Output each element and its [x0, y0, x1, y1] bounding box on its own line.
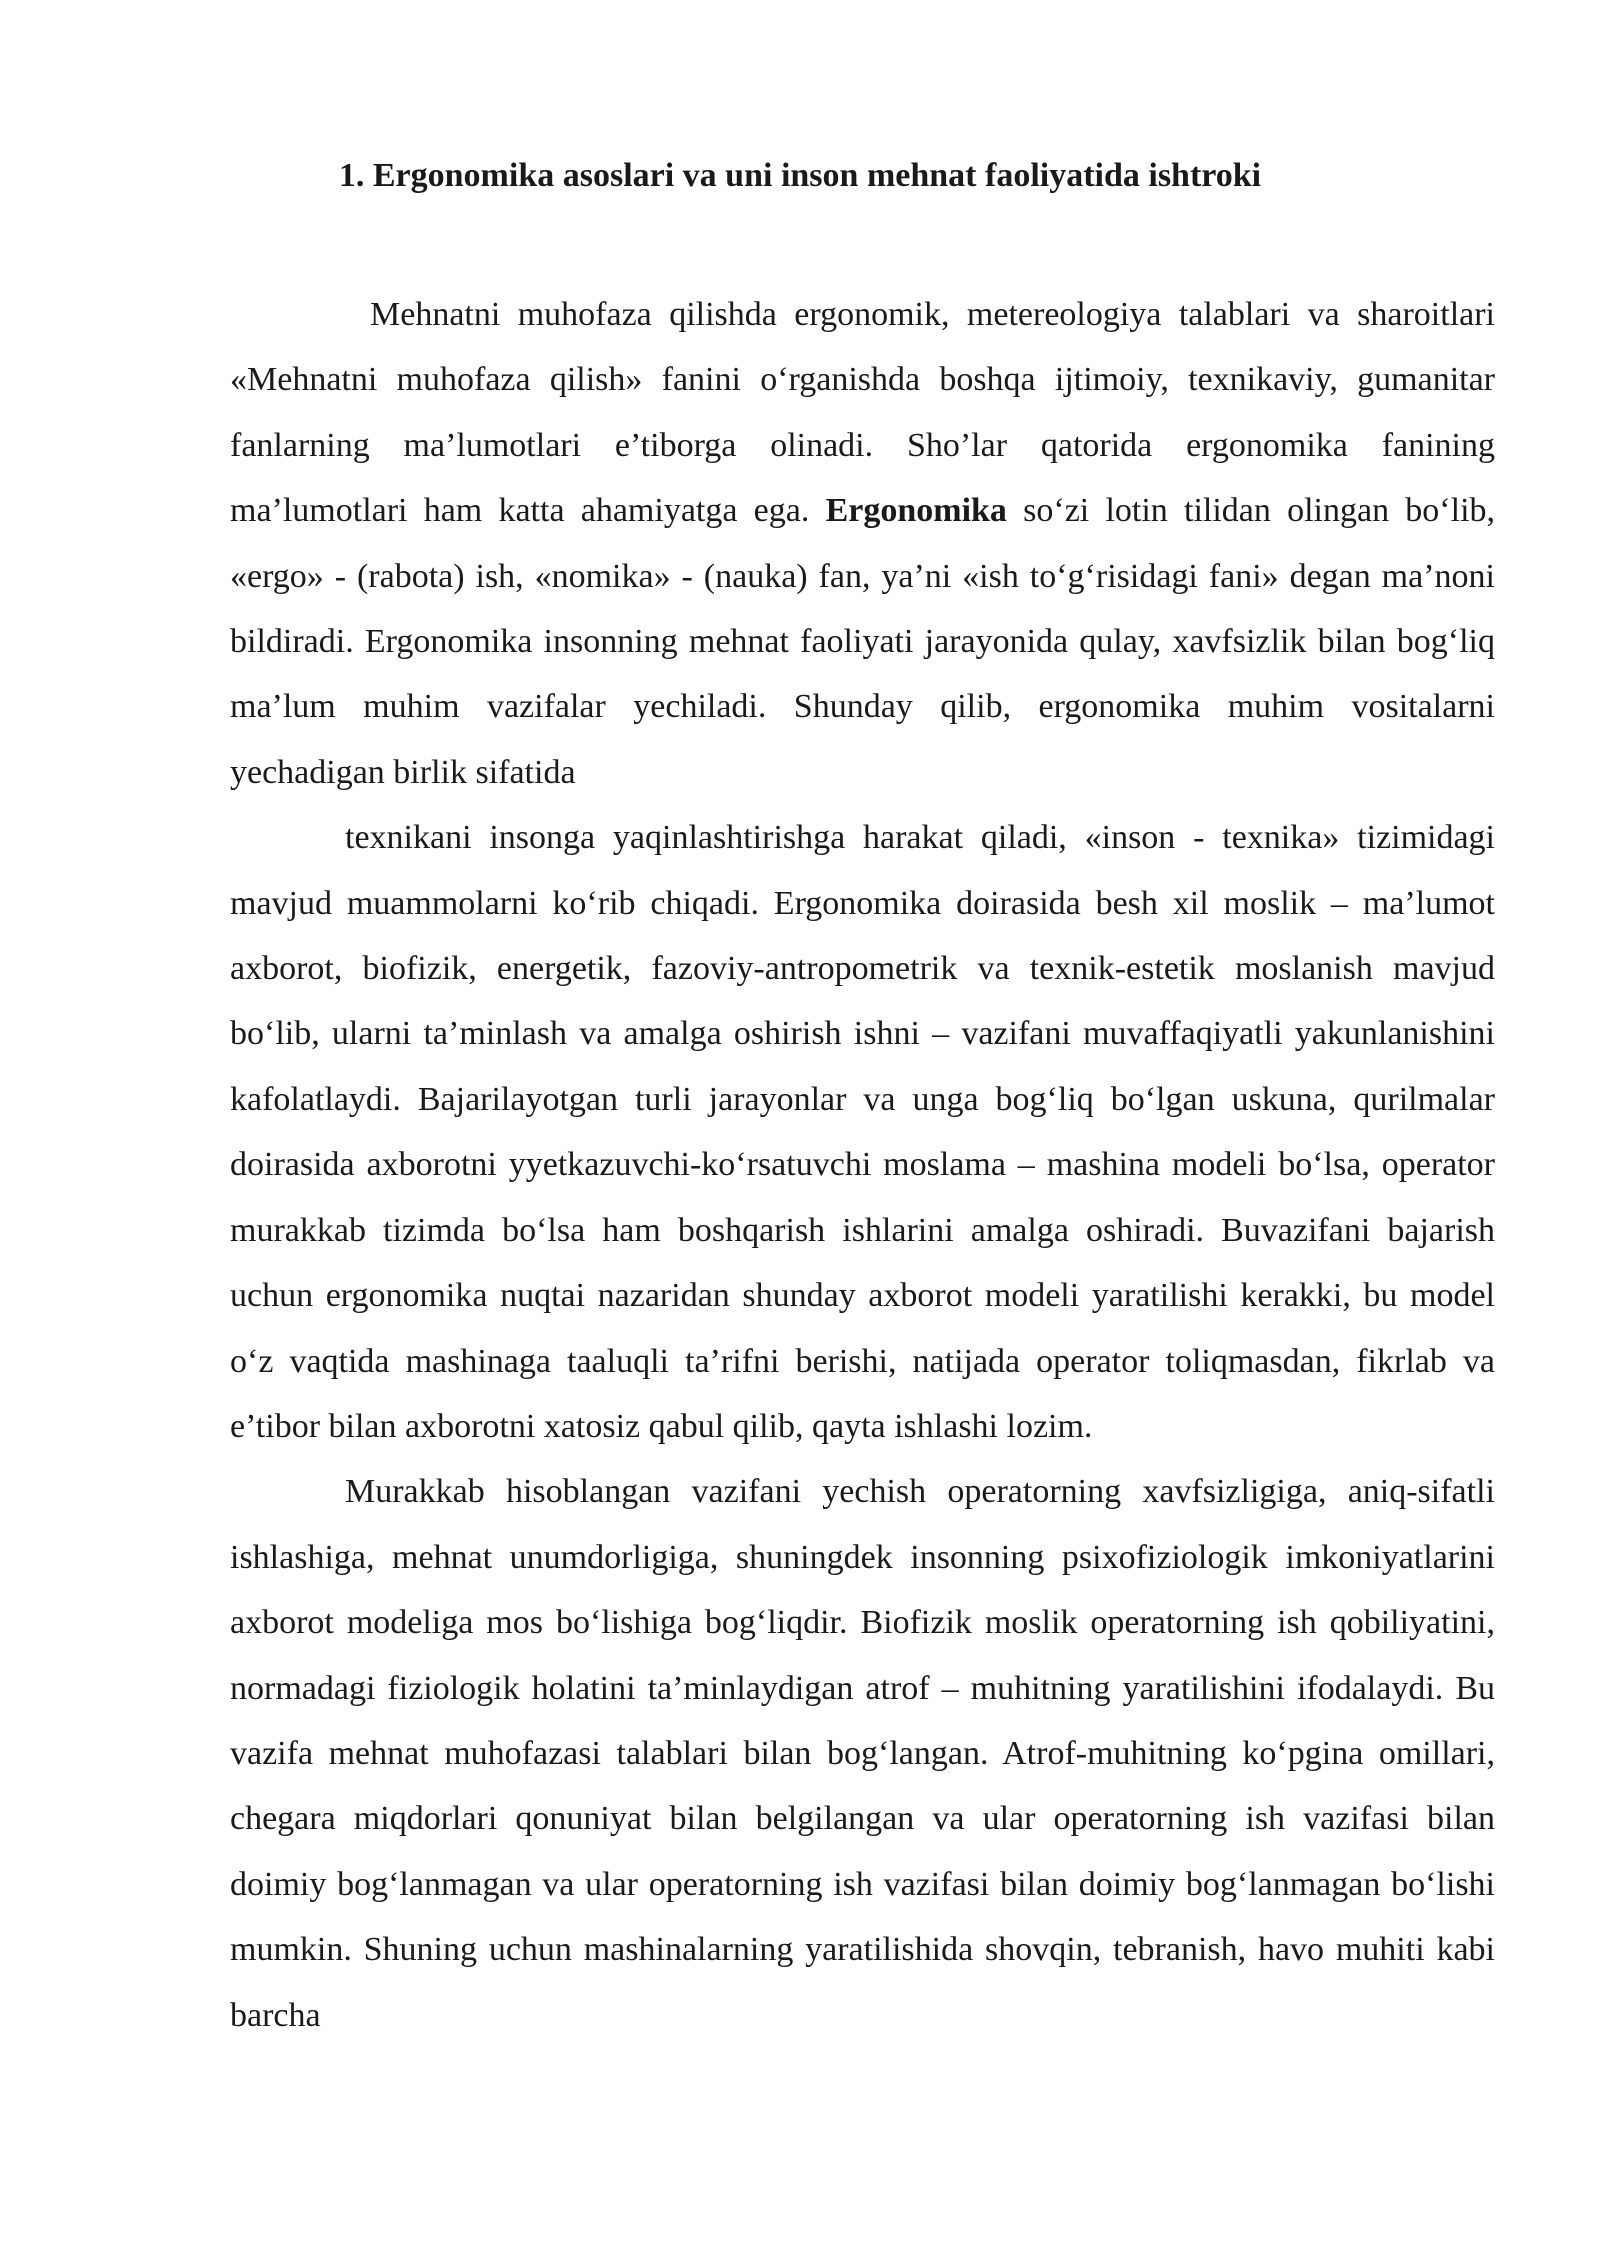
term-ergonomika: Ergonomika	[825, 492, 1007, 530]
paragraph-2: texnikani insonga yaqinlashtirishga harakat qiladi, «inson - texnika» tizimidagi mavjud muammolarni ko‘rib chiqadi. Ergonomika doirasida besh xil moslik – ma’lumot axborot, biofizik, energetik, fazoviy-antropometrik va texnik-estetik moslanish mavjud bo‘lib, ularni ta’minlash va amalga oshirish ishni – vazifani muvaffaqiyatli yakunlanishini kafolatlaydi. Bajarilayotgan turli jarayonlar va unga bog‘liq bo‘lgan uskuna, qurilmalar doirasida axborotni yyetkazuvchi-ko‘rsatuvchi moslama – mashina modeli bo‘lsa, operator murakkab tizimda bo‘lsa ham boshqarish ishlarini amalga oshiradi. Buvazifani bajarish uchun ergonomika nuqtai nazaridan shunday axborot modeli yaratilishi kerakki, bu model o‘z vaqtida mashinaga taaluqli ta’rifni berishi, natijada operator toliqmasdan, fikrlab va e’tibor bilan axborotni xatosiz qabul qilib, qayta ishlashi lozim.	[230, 819, 1495, 1445]
document-title: 1. Ergonomika asoslari va uni inson mehnat faoliyatida ishtroki	[338, 157, 1262, 194]
paragraph-1	[230, 282, 1495, 805]
paragraph-1-text-end: so‘zi lotin tilidan olingan bo‘lib, «ergo» - (rabota) ish, «nomika» - (nauka) fan, ya’ni «ish to‘g‘risidagi fani» degan ma’noni bildiradi. Ergonomika insonning mehnat faoliyati jarayonida qulay, xavfsizlik bilan bog‘liq ma’lum muhim vazifalar yechiladi. Shunday qilib, ergonomika muhim vositalarni yechadigan birlik sifatida	[230, 492, 1496, 791]
document-body	[230, 282, 1495, 2048]
paragraph-1-text-start: Mehnatni muhofaza qilishda ergonomik, metereologiya talablari va sharoitlari «Mehnatni muhofaza qilish» fanini o‘rganishda boshqa ijtimoiy, texnikaviy, gumanitar fanlarning ma’lumotlari e’tiborga olinadi. Sho’lar qatorida ergonomika fanining ma’lumotlari ham katta ahamiyatga ega.	[230, 296, 1495, 530]
paragraph-3: Murakkab hisoblangan vazifani yechish operatorning xavfsizligiga, aniq-sifatli ishlashiga, mehnat unumdorligiga, shuningdek insonning psixofiziologik imkoniyatlarini axborot modeliga mos bo‘lishiga bog‘liqdir. Biofizik moslik operatorning ish qobiliyatini, normadagi fiziologik holatini ta’minlaydigan atrof – muhitning yaratilishini ifodalaydi. Bu vazifa mehnat muhofazasi talablari bilan bog‘langan. Atrof-muhitning ko‘pgina omillari, chegara miqdorlari qonuniyat bilan belgilangan va ular operatorning ish vazifasi bilan doimiy bog‘lanmagan va ular operatorning ish vazifasi bilan doimiy bog‘lanmagan bo‘lishi mumkin. Shuning uchun mashinalarning yaratilishida shovqin, tebranish, havo muhiti kabi barcha	[230, 1473, 1495, 2034]
